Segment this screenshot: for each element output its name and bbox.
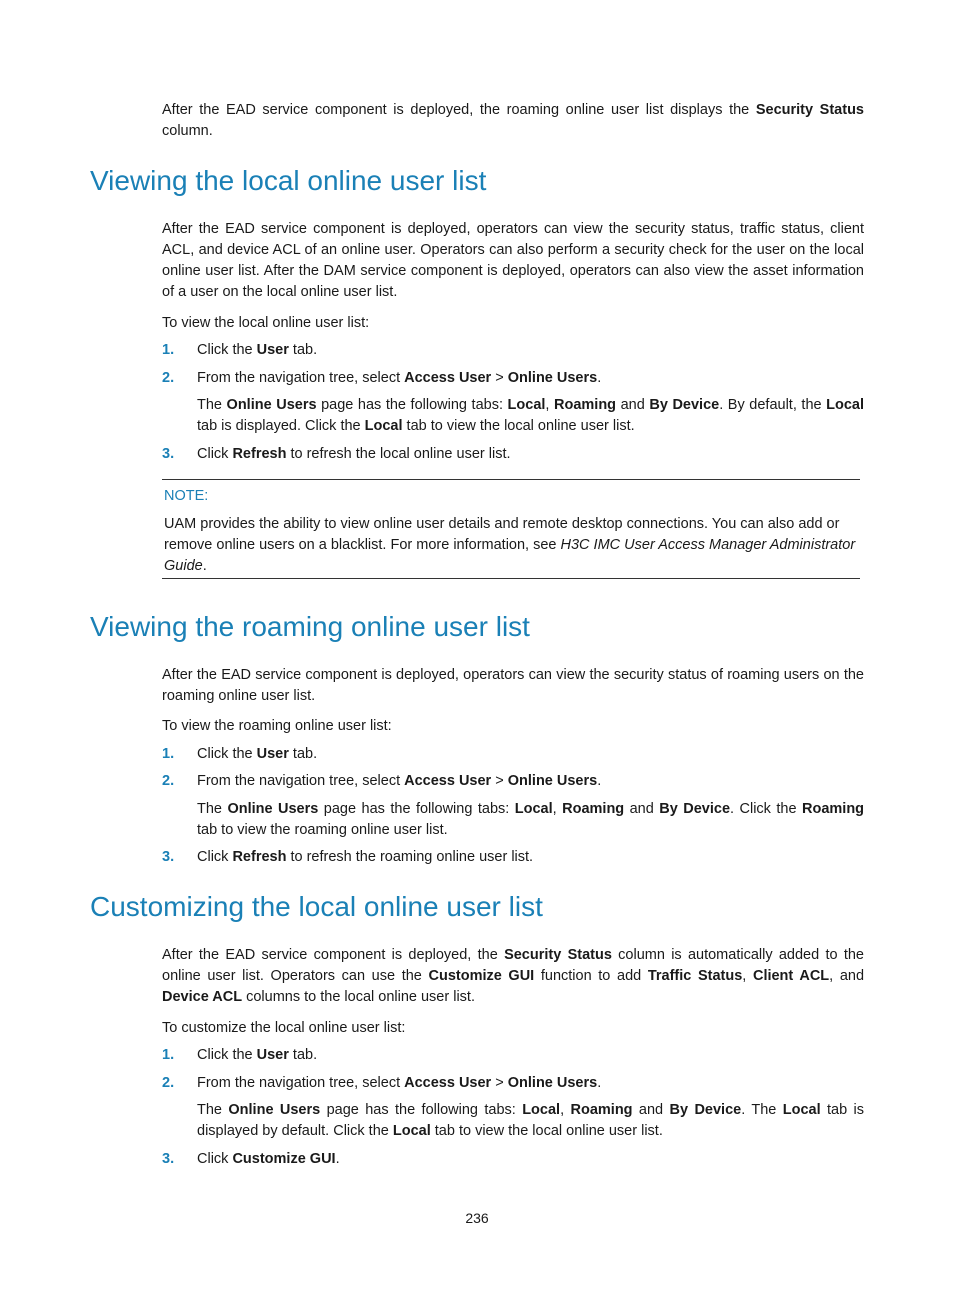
section-heading-customize-list: Customizing the local online user list [90, 891, 543, 922]
section3-step-2-detail: The Online Users page has the following tabs: Local, Roaming and By Device. The Local tab is displayed by default. Click the Local tab to view the local online user list. [197, 1102, 865, 1139]
note-top-rule [162, 479, 860, 480]
section2-step-2-detail: The Online Users page has the following tabs: Local, Roaming and By Device. Click the Roaming tab to view the roaming online user list. [197, 801, 865, 838]
page-number: 236 [465, 1210, 489, 1226]
section2-lead-in: To view the roaming online user list: [162, 718, 392, 734]
note-body: UAM provides the ability to view online user details and remote desktop connections. You can also add or remove online users on a blacklist. For more information, see H3C IMC User Access Manager Administrator Guide. [164, 516, 856, 574]
note-bottom-rule [162, 578, 860, 579]
section1-paragraph: After the EAD service component is deployed, operators can view the security status, traffic status, client ACL, and device ACL of an online user. Operators can also perform a security check for the user on the local online user list. After the DAM service component is deployed, operators can also view the asset information of a user on the local online user list. [162, 221, 864, 300]
section-heading-roaming-list: Viewing the roaming online user list [90, 611, 530, 642]
section1-step-2-detail: The Online Users page has the following tabs: Local, Roaming and By Device. By default, the Local tab is displayed. Click the Local tab to view the local online user list. [197, 397, 864, 434]
section3-lead-in: To customize the local online user list: [162, 1020, 406, 1036]
intro-paragraph: After the EAD service component is deployed, the roaming online user list displays the Security Status column. [162, 102, 864, 139]
section-heading-local-list: Viewing the local online user list [90, 165, 487, 196]
section1-lead-in: To view the local online user list: [162, 315, 370, 331]
note-label: NOTE: [164, 488, 209, 504]
section2-paragraph: After the EAD service component is deployed, operators can view the security status of roaming users on the roaming online user list. [162, 667, 864, 704]
section3-paragraph: After the EAD service component is deployed, the Security Status column is automatically added to the online user list. Operators can use the Customize GUI function to add Traffic Status, Client ACL, and Device ACL columns to the local online user list. [162, 947, 865, 1005]
